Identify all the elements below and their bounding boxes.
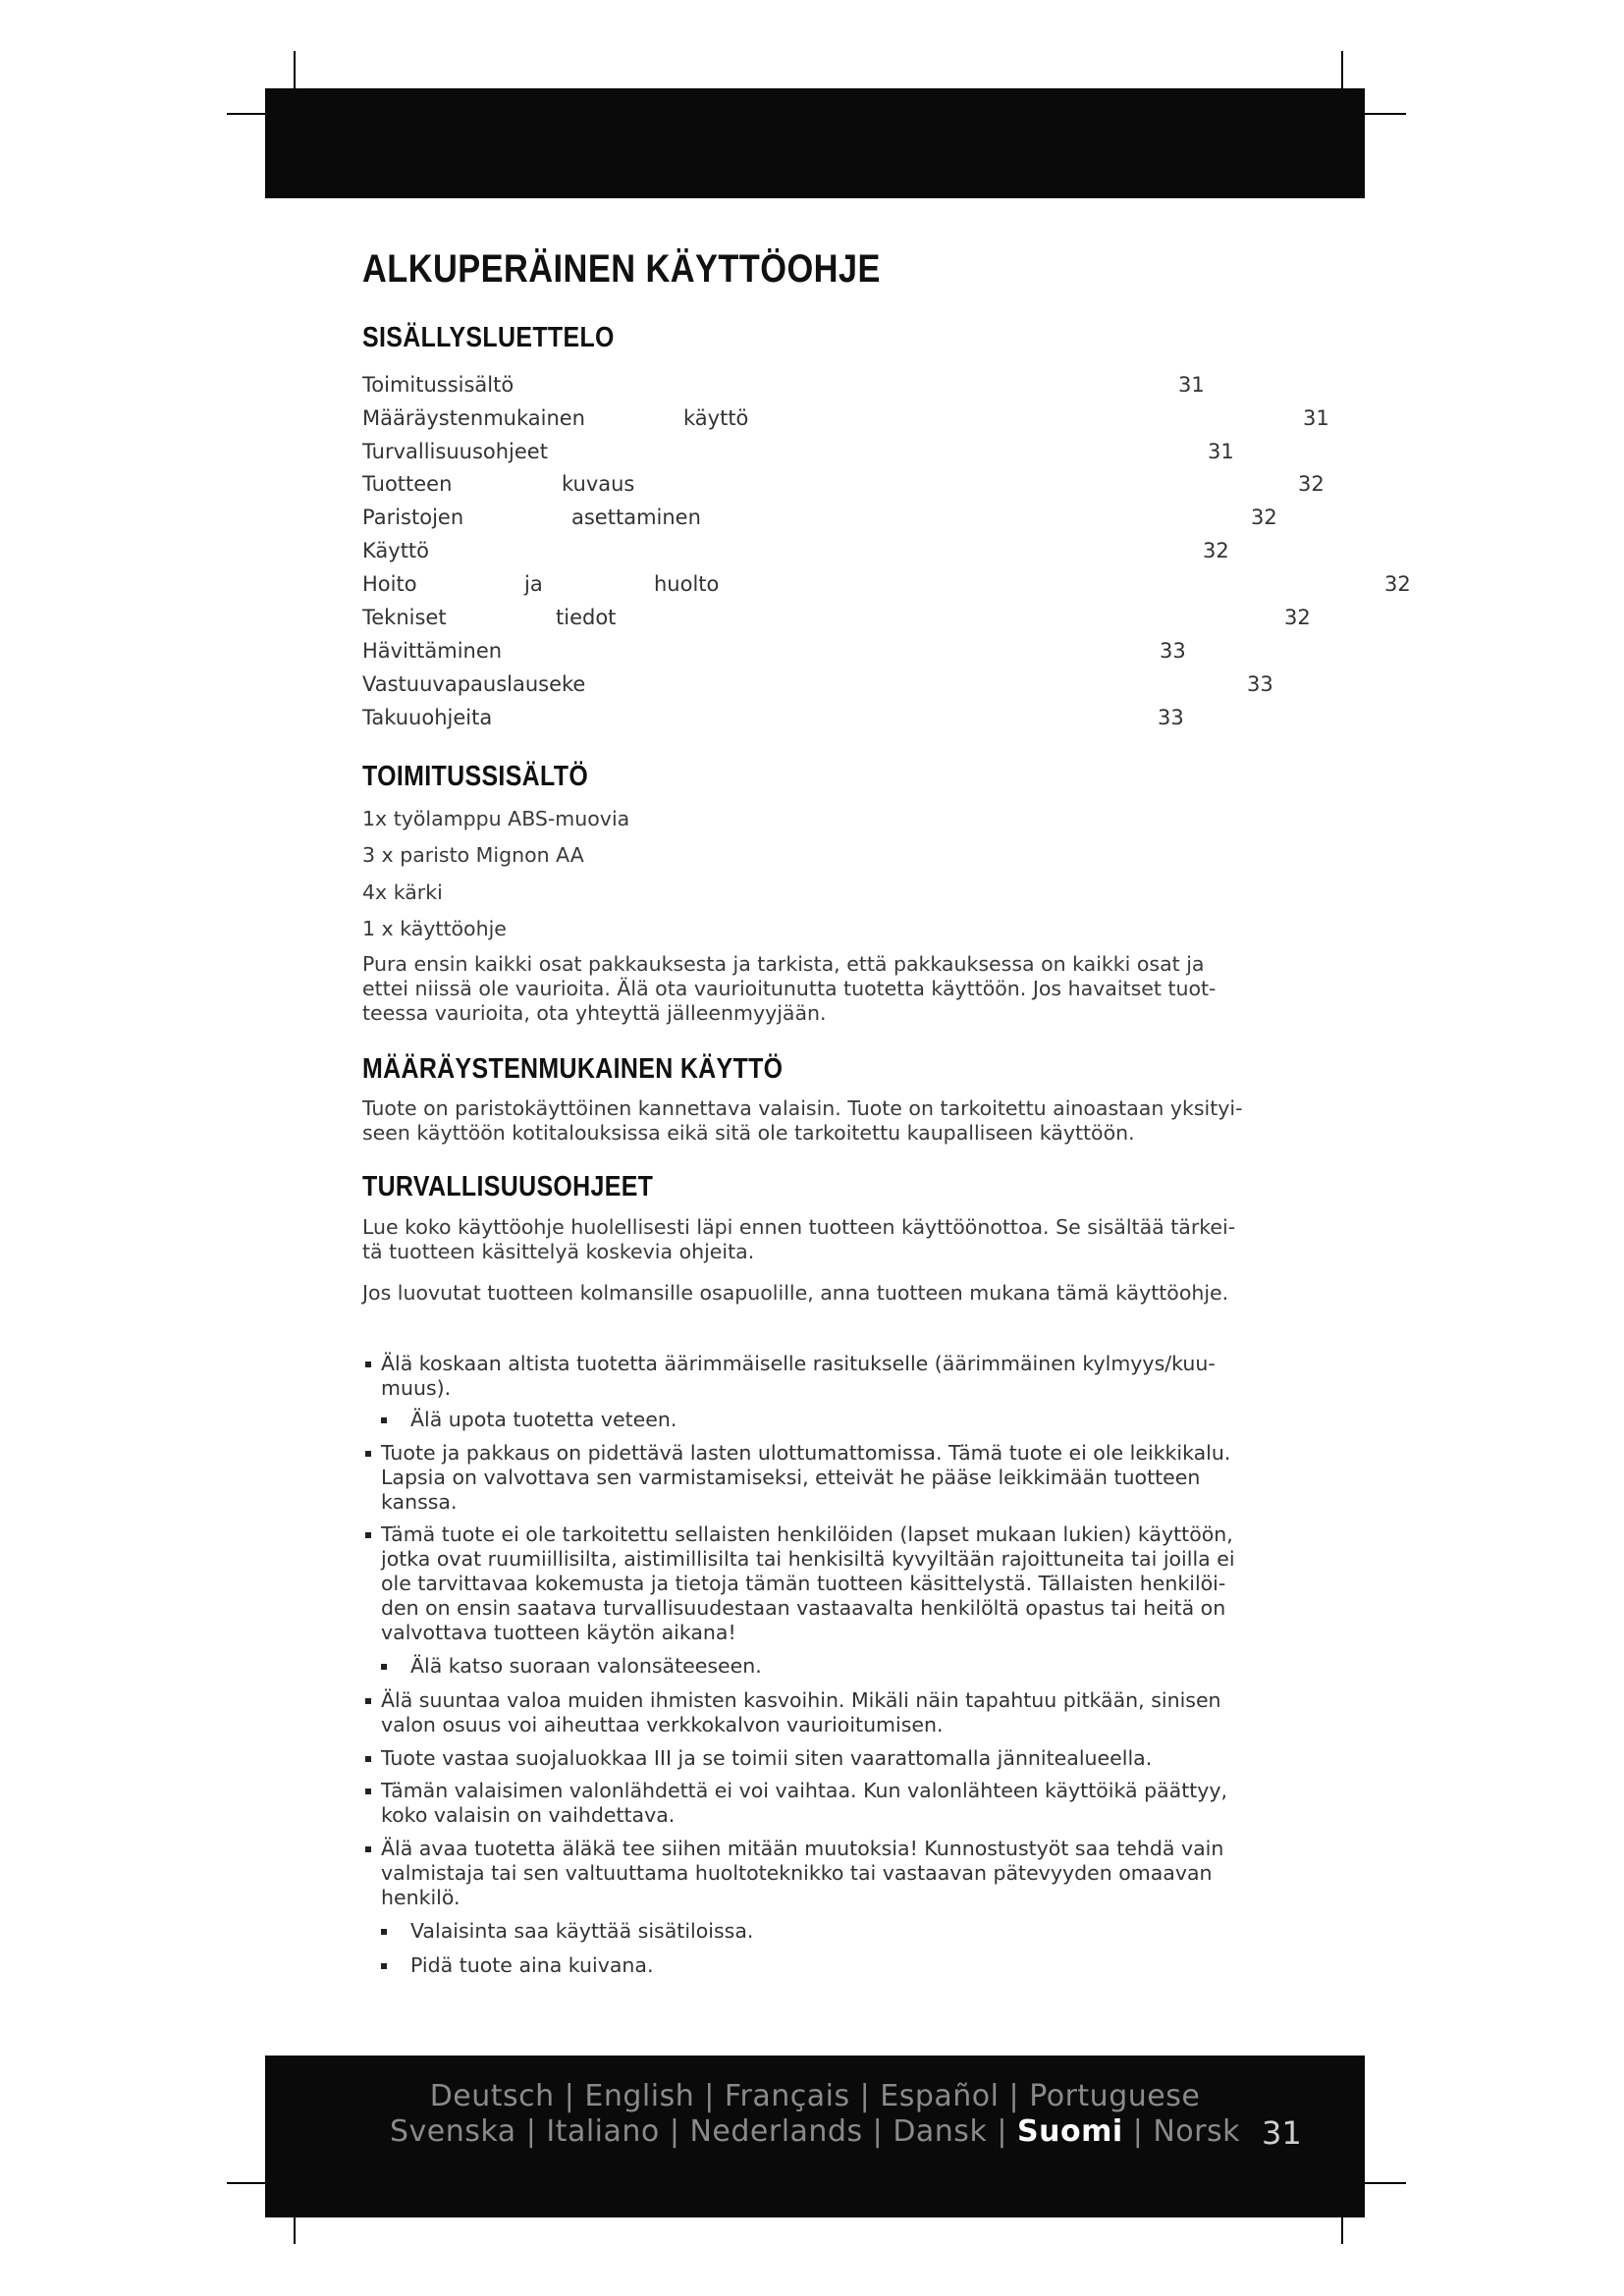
toc-item-page: 31	[1303, 406, 1329, 430]
safety-bullet-line: muus).	[381, 1376, 452, 1400]
safety-bullet-line: koko valaisin on vaihdettava.	[381, 1803, 676, 1827]
safety-intro-2: Jos luovutat tuotteen kolmansille osapuolille, anna tuotteen mukana tämä käyttöohje.	[362, 1281, 1229, 1305]
safety-bullet-line: Pidä tuote aina kuivana.	[410, 1953, 654, 1977]
delivery-item: 1 x käyttöohje	[362, 917, 507, 940]
crop-mark	[1361, 113, 1406, 115]
crop-mark	[1361, 2182, 1406, 2184]
safety-bullet-line: Tuote ja pakkaus on pidettävä lasten ulottumattomissa. Tämä tuote ei ole leikkikalu.	[381, 1441, 1231, 1465]
intended-use-line: seen käyttöön kotitalouksissa eikä sitä ole tarkoitettu kaupalliseen käyttöön.	[362, 1121, 1135, 1145]
language-separator: |	[669, 2114, 680, 2149]
bullet-marker	[365, 1698, 371, 1704]
toc-item-label: huolto	[654, 572, 720, 596]
safety-bullet-line: Älä katso suoraan valonsäteeseen.	[410, 1654, 762, 1678]
language-separator: |	[997, 2114, 1007, 2149]
toc-item-page: 32	[1298, 472, 1325, 496]
safety-bullet-line: Tämän valaisimen valonlähdettä ei voi vaihtaa. Kun valonlähteen käyttöikä päättyy,	[381, 1779, 1228, 1802]
delivery-note-line: teessa vaurioita, ota yhteyttä jälleenmyyjään.	[362, 1001, 827, 1025]
language-link: Dansk	[893, 2114, 988, 2149]
toc-item-label: Hävittäminen	[362, 639, 503, 663]
bullet-marker	[365, 1846, 371, 1852]
toc-item-label: Käyttö	[362, 539, 430, 562]
safety-bullet-line: Älä avaa tuotetta äläkä tee siihen mitään muutoksia! Kunnostustyöt saa tehdä vain	[381, 1837, 1224, 1860]
toc-item-page: 33	[1247, 672, 1273, 696]
page-number: 31	[1262, 2114, 1302, 2152]
safety-bullet-line: valon osuus voi aiheuttaa verkkokalvon vaurioitumisen.	[381, 1713, 944, 1736]
toc-item-page: 31	[1178, 373, 1205, 397]
language-link: Portuguese	[1029, 2079, 1201, 2113]
safety-heading: TURVALLISUUSOHJEET	[362, 1171, 654, 1202]
toc-item-label: tiedot	[556, 606, 617, 629]
toc-item-page: 33	[1158, 706, 1184, 729]
safety-bullet-line: jotka ovat ruumiillisilta, aistimillisilta tai henkisiltä kyvyiltään rajoittuneita tai joilla ei	[381, 1547, 1235, 1571]
safety-bullet-line: Tuote vastaa suojaluokkaa III ja se toimii siten vaarattomalla jännitealueella.	[381, 1746, 1153, 1770]
toc-item-label: Määräystenmukainen	[362, 406, 585, 430]
toc-item-page: 31	[1208, 440, 1234, 463]
language-separator: |	[872, 2114, 884, 2149]
language-link: Español	[880, 2079, 1000, 2113]
safety-bullet-line: Älä upota tuotetta veteen.	[410, 1408, 677, 1431]
toc-item-label: Tuotteen	[362, 472, 453, 496]
toc-item-label: Tekniset	[362, 606, 447, 629]
safety-bullet-line: Älä suuntaa valoa muiden ihmisten kasvoihin. Mikäli näin tapahtuu pitkään, sinisen	[381, 1688, 1221, 1712]
bullet-marker	[365, 1362, 371, 1367]
safety-bullet-line: valvottava tuotteen käytön aikana!	[381, 1621, 736, 1644]
toc-item-label: Turvallisuusohjeet	[362, 440, 548, 463]
toc-item-page: 32	[1284, 606, 1311, 629]
safety-bullet-line: Lapsia on valvottava sen varmistamiseksi, etteivät he pääse leikkimään tuotteen	[381, 1466, 1201, 1489]
language-link: Svenska	[390, 2114, 516, 2149]
toc-item-label: Paristojen	[362, 506, 464, 529]
delivery-item: 1x työlamppu ABS-muovia	[362, 807, 630, 830]
language-link: Norsk	[1153, 2114, 1240, 2149]
bullet-marker	[381, 1929, 387, 1935]
safety-bullet-line: henkilö.	[381, 1886, 460, 1909]
language-separator: |	[525, 2114, 537, 2149]
bullet-marker	[365, 1451, 371, 1457]
language-separator: |	[1132, 2114, 1144, 2149]
toc-item-label: kuvaus	[562, 472, 635, 496]
safety-intro-line: Lue koko käyttöohje huolellisesti läpi ennen tuotteen käyttöönottoa. Se sisältää tärkei-	[362, 1215, 1236, 1239]
bullet-marker	[381, 1664, 387, 1670]
toc-item-label: asettaminen	[571, 506, 701, 529]
safety-bullet-line: den on ensin saatava turvallisuudestaan vastaavalta henkilöltä opastus tai heitä on	[381, 1596, 1226, 1620]
page-title: ALKUPERÄINEN KÄYTTÖOHJE	[362, 247, 881, 291]
safety-bullet-line: kanssa.	[381, 1490, 458, 1514]
toc-item-label: Toimitussisältö	[362, 373, 514, 397]
language-separator: |	[859, 2079, 871, 2113]
toc-item-page: 32	[1203, 539, 1229, 562]
header-band	[265, 88, 1365, 198]
bullet-marker	[365, 1789, 371, 1794]
language-link-active: Suomi	[1017, 2114, 1123, 2149]
delivery-item: 4x kärki	[362, 881, 443, 904]
language-separator: |	[564, 2079, 575, 2113]
delivery-note-line: ettei niissä ole vaurioita. Älä ota vaurioitunutta tuotetta käyttöön. Jos havaitset tuot-	[362, 977, 1217, 1000]
bullet-marker	[381, 1963, 387, 1969]
language-link: Deutsch	[429, 2079, 555, 2113]
language-separator: |	[704, 2079, 715, 2113]
bullet-marker	[365, 1532, 371, 1538]
language-link: Français	[724, 2079, 850, 2113]
toc-item-label: käyttö	[683, 406, 749, 430]
delivery-item: 3 x paristo Mignon AA	[362, 843, 584, 867]
language-list-line-1	[265, 2079, 1365, 2113]
safety-bullet-line: Älä koskaan altista tuotetta äärimmäiselle rasitukselle (äärimmäinen kylmyys/kuu-	[381, 1352, 1216, 1375]
safety-bullet-line: valmistaja tai sen valtuuttama huoltoteknikko tai vastaavan pätevyyden omaavan	[381, 1861, 1213, 1885]
toc-item-label: ja	[524, 572, 543, 596]
toc-item-label: Vastuuvapauslauseke	[362, 672, 586, 696]
intended-use-heading: MÄÄRÄYSTENMUKAINEN KÄYTTÖ	[362, 1053, 784, 1085]
language-list-line-2	[265, 2114, 1365, 2149]
toc-item-label: Takuuohjeita	[362, 706, 493, 729]
bullet-marker	[365, 1756, 371, 1762]
language-link: Nederlands	[689, 2114, 863, 2149]
delivery-note-line: Pura ensin kaikki osat pakkauksesta ja tarkista, että pakkauksessa on kaikki osat ja	[362, 952, 1205, 976]
toc-item-page: 33	[1160, 639, 1186, 663]
delivery-heading: TOIMITUSSISÄLTÖ	[362, 761, 589, 792]
safety-bullet-line: Tämä tuote ei ole tarkoitettu sellaisten henkilöiden (lapset mukaan lukien) käyttöön,	[381, 1522, 1233, 1546]
language-separator: |	[1008, 2079, 1020, 2113]
toc-item-page: 32	[1384, 572, 1411, 596]
safety-bullet-line: Valaisinta saa käyttää sisätiloissa.	[410, 1919, 754, 1943]
toc-heading: SISÄLLYSLUETTELO	[362, 322, 615, 353]
toc-item-page: 32	[1251, 506, 1277, 529]
toc-item-label: Hoito	[362, 572, 417, 596]
safety-bullet-line: ole tarvittavaa kokemusta ja tietoja tämän tuotteen käsittelystä. Tällaisten henkilöi-	[381, 1572, 1226, 1595]
safety-intro-line: tä tuotteen käsittelyä koskevia ohjeita.	[362, 1240, 755, 1263]
bullet-marker	[381, 1417, 387, 1423]
language-link: Italiano	[546, 2114, 660, 2149]
intended-use-line: Tuote on paristokäyttöinen kannettava valaisin. Tuote on tarkoitettu ainoastaan yksityi-	[362, 1096, 1243, 1120]
language-link: English	[584, 2079, 695, 2113]
